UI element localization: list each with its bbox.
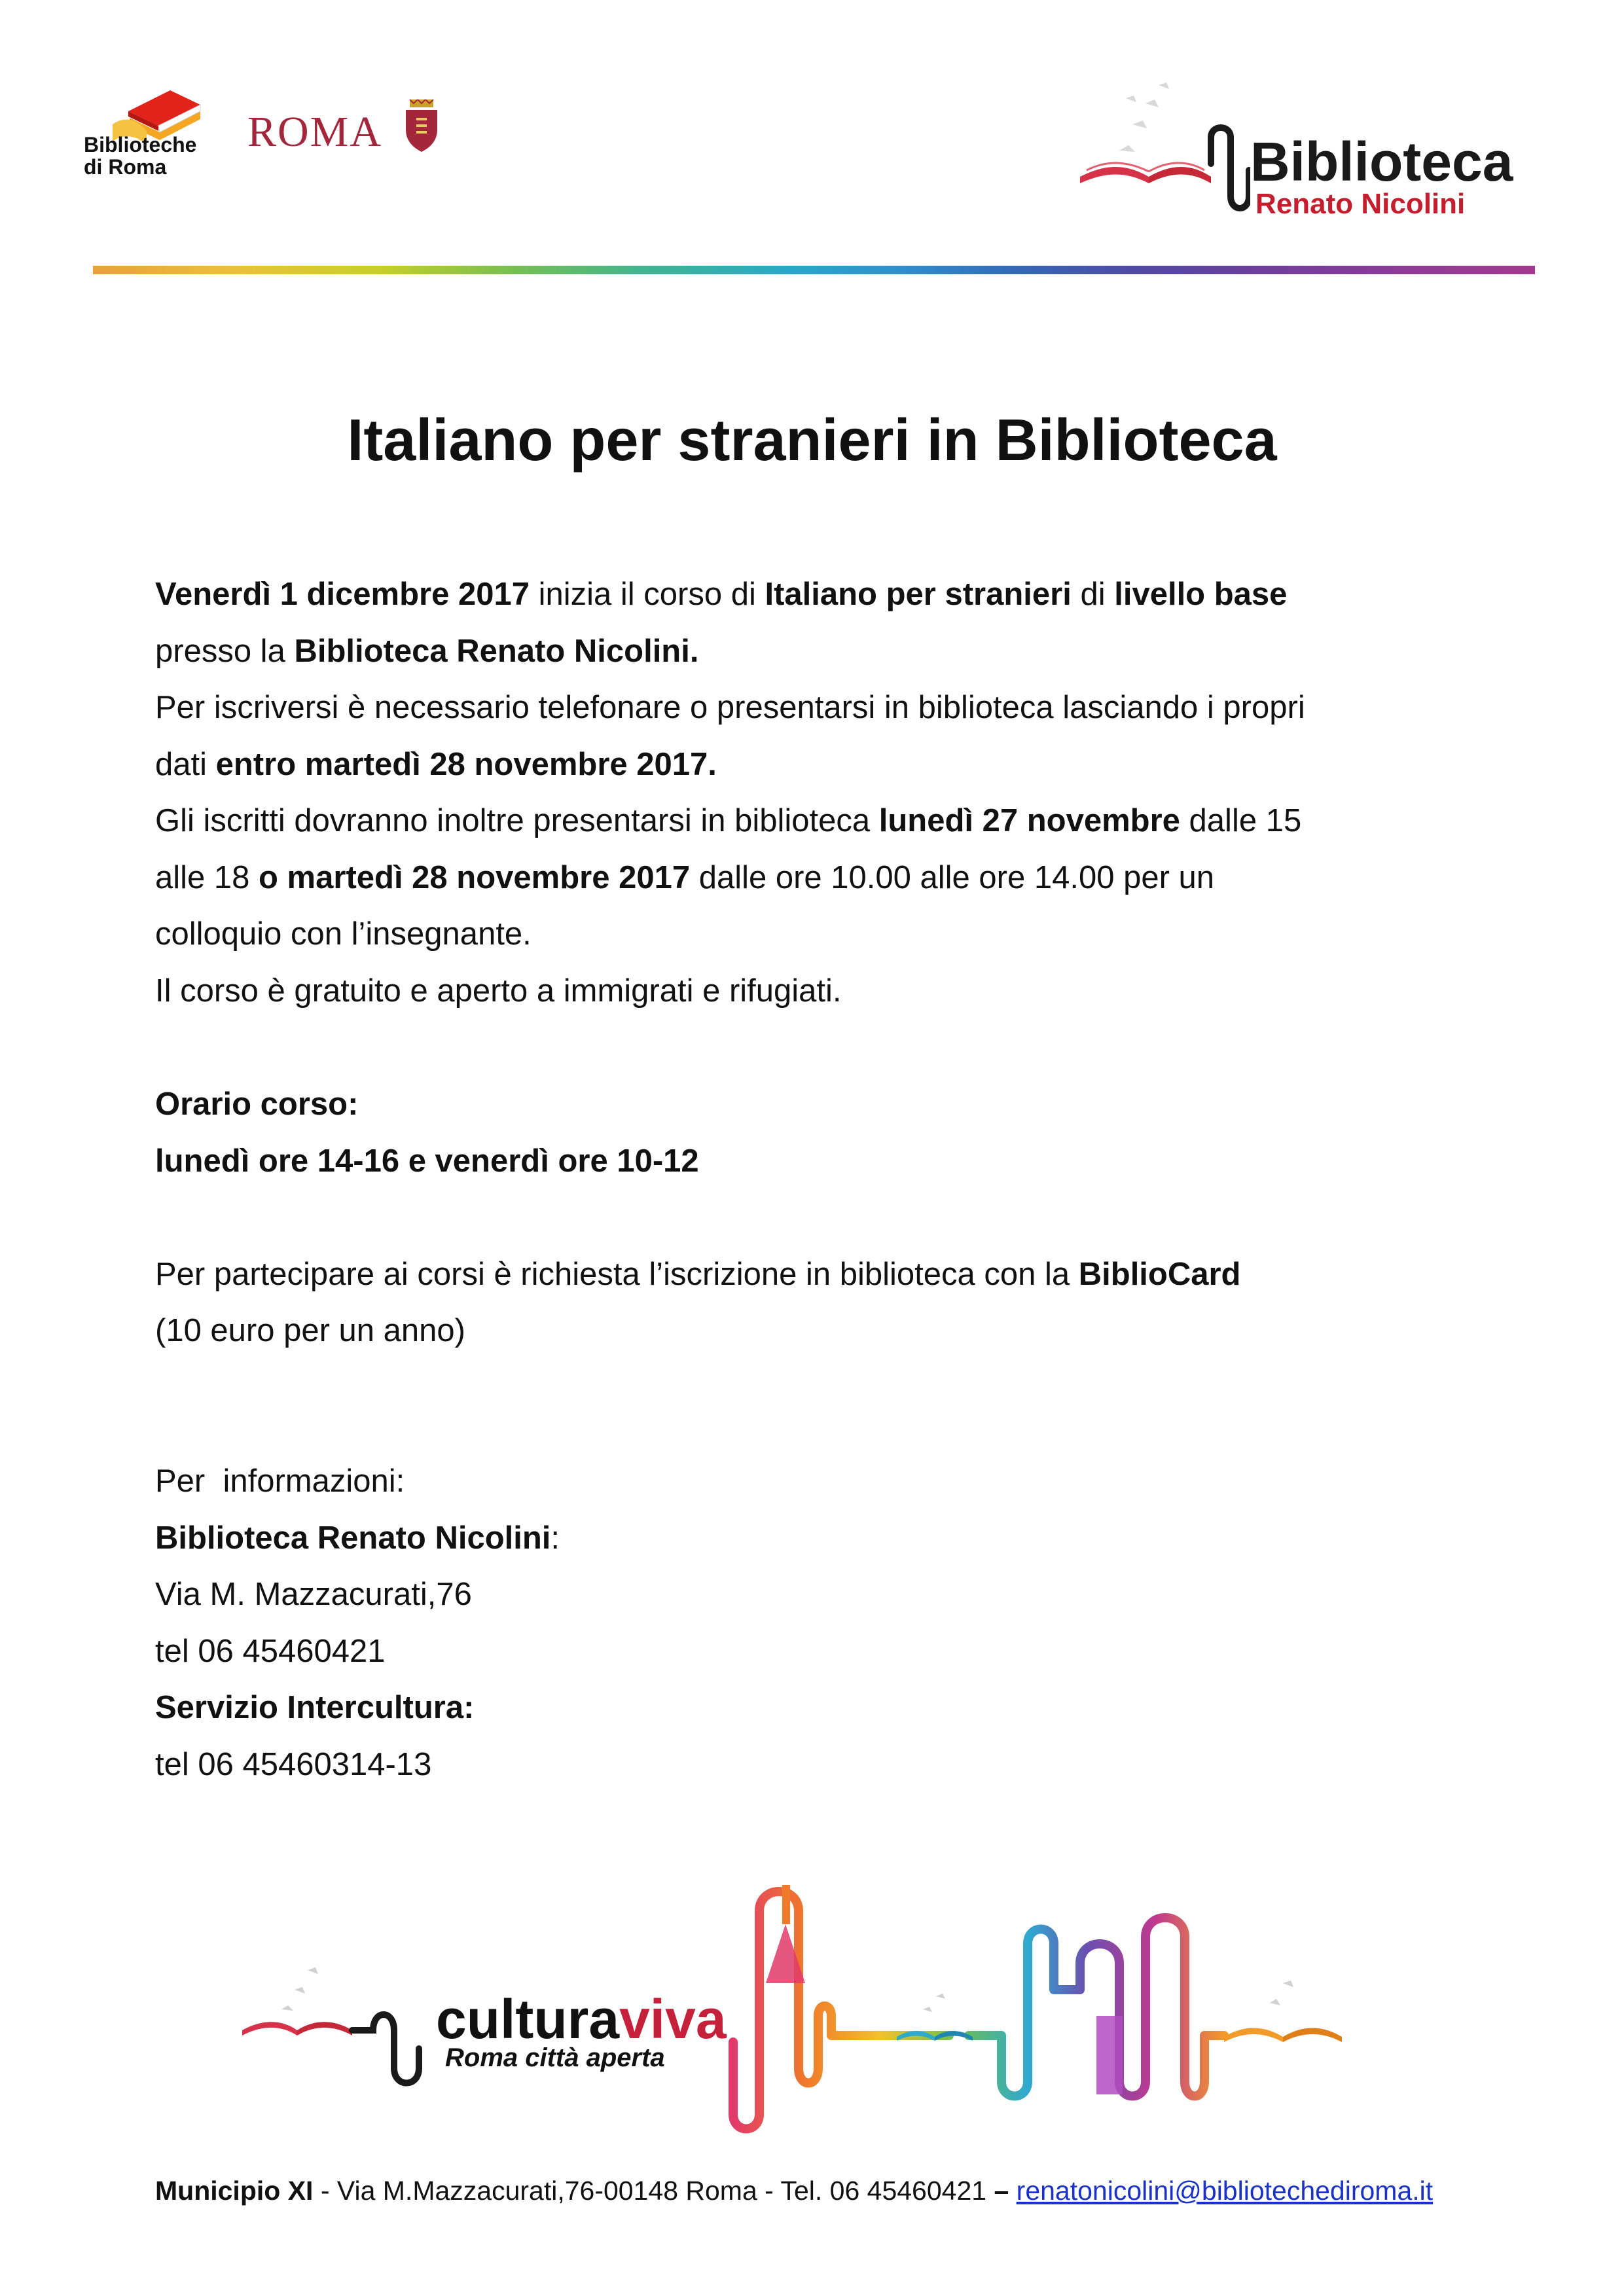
text: di <box>1071 577 1115 612</box>
text: (10 euro per un anno) <box>155 1313 465 1348</box>
bold-text: Servizio Intercultura: <box>155 1690 475 1725</box>
info-service-phone <box>155 1745 431 1784</box>
logo-subtitle: Renato Nicolini <box>1255 188 1466 220</box>
footer-municipio: Municipio XI <box>155 2176 314 2206</box>
bold-text: Italiano per stranieri <box>765 577 1072 612</box>
bold-text: livello base <box>1114 577 1288 612</box>
text: Via M. Mazzacurati,76 <box>155 1577 472 1612</box>
info-label <box>155 1462 405 1501</box>
info-phone <box>155 1632 386 1671</box>
body-line <box>155 971 842 1011</box>
text: Per iscriversi è necessario telefonare o presentarsi in biblioteca lasciando i propri <box>155 690 1305 725</box>
bold-text: Biblioteca Renato Nicolini <box>155 1520 551 1556</box>
text: presso la <box>155 634 295 669</box>
culturaviva-logo <box>242 1885 1420 2140</box>
logo-title: Biblioteca <box>1250 131 1513 192</box>
bold-text: lunedì 27 novembre <box>878 803 1180 838</box>
bold-text: Venerdì 1 dicembre 2017 <box>155 577 530 612</box>
logo-text: Biblioteche di Roma <box>84 133 197 179</box>
roma-shield-icon <box>403 99 440 152</box>
text: tel 06 45460314-13 <box>155 1747 432 1782</box>
text: inizia il corso di <box>530 577 765 612</box>
culturaviva-word-cultura: cultura <box>436 1988 620 2050</box>
body-line <box>155 858 1214 897</box>
page-title: Italiano per stranieri in Biblioteca <box>347 408 1277 473</box>
text: dalle ore 10.00 alle ore 14.00 per un <box>690 860 1215 895</box>
body-line <box>155 801 1301 840</box>
biblioteche-di-roma-logo <box>84 79 228 183</box>
bold-text: lunedì ore 14-16 e venerdì ore 10-12 <box>155 1143 699 1179</box>
footer-contact-line <box>155 2174 1433 2207</box>
schedule-label <box>155 1085 358 1124</box>
culturaviva-subtitle: Roma città aperta <box>445 2043 665 2072</box>
bold-text: entro martedì 28 novembre 2017. <box>215 747 717 782</box>
bold-text: Orario corso: <box>155 1086 359 1122</box>
open-book-icon <box>1074 72 1250 223</box>
body-line <box>155 575 1287 614</box>
rainbow-divider <box>93 266 1535 274</box>
culturaviva-wordmark <box>436 1990 727 2049</box>
info-library <box>155 1518 560 1558</box>
text: dati <box>155 747 216 782</box>
culturaviva-skyline-graphic <box>242 1885 1420 2140</box>
footer-dash: – <box>994 2176 1009 2206</box>
body-line <box>155 632 698 671</box>
text: alle 18 <box>155 860 259 895</box>
text: colloquio con l’insegnante. <box>155 916 532 952</box>
bold-text: Biblioteca Renato Nicolini. <box>294 634 699 669</box>
body-line <box>155 914 532 954</box>
bibliocard-price <box>155 1311 465 1350</box>
bold-text: BiblioCard <box>1078 1257 1241 1292</box>
body-line <box>155 688 1305 727</box>
biblioteca-renato-nicolini-logo <box>1074 72 1532 223</box>
text: : <box>550 1520 560 1556</box>
footer-email-link[interactable]: renatonicolini@bibliotechediroma.it <box>1016 2176 1434 2206</box>
text: Il corso è gratuito e aperto a immigrati e rifugiati. <box>155 973 842 1009</box>
schedule-value <box>155 1141 699 1181</box>
footer-address: - Via M.Mazzacurati,76-00148 Roma - Tel. 06 45460421 <box>313 2176 994 2206</box>
info-service <box>155 1688 474 1727</box>
text: Per informazioni: <box>155 1463 405 1499</box>
roma-logo-text: ROMA <box>247 108 383 156</box>
text: Gli iscritti dovranno inoltre presentarsi in biblioteca <box>155 803 879 838</box>
bold-text: o martedì 28 novembre 2017 <box>259 860 691 895</box>
text: tel 06 45460421 <box>155 1634 386 1669</box>
bibliocard-line <box>155 1255 1241 1294</box>
text: dalle 15 <box>1180 803 1302 838</box>
info-address <box>155 1575 472 1614</box>
culturaviva-word-viva: viva <box>619 1988 727 2050</box>
text: Per partecipare ai corsi è richiesta l’iscrizione in biblioteca con la <box>155 1257 1079 1292</box>
body-line <box>155 745 717 784</box>
